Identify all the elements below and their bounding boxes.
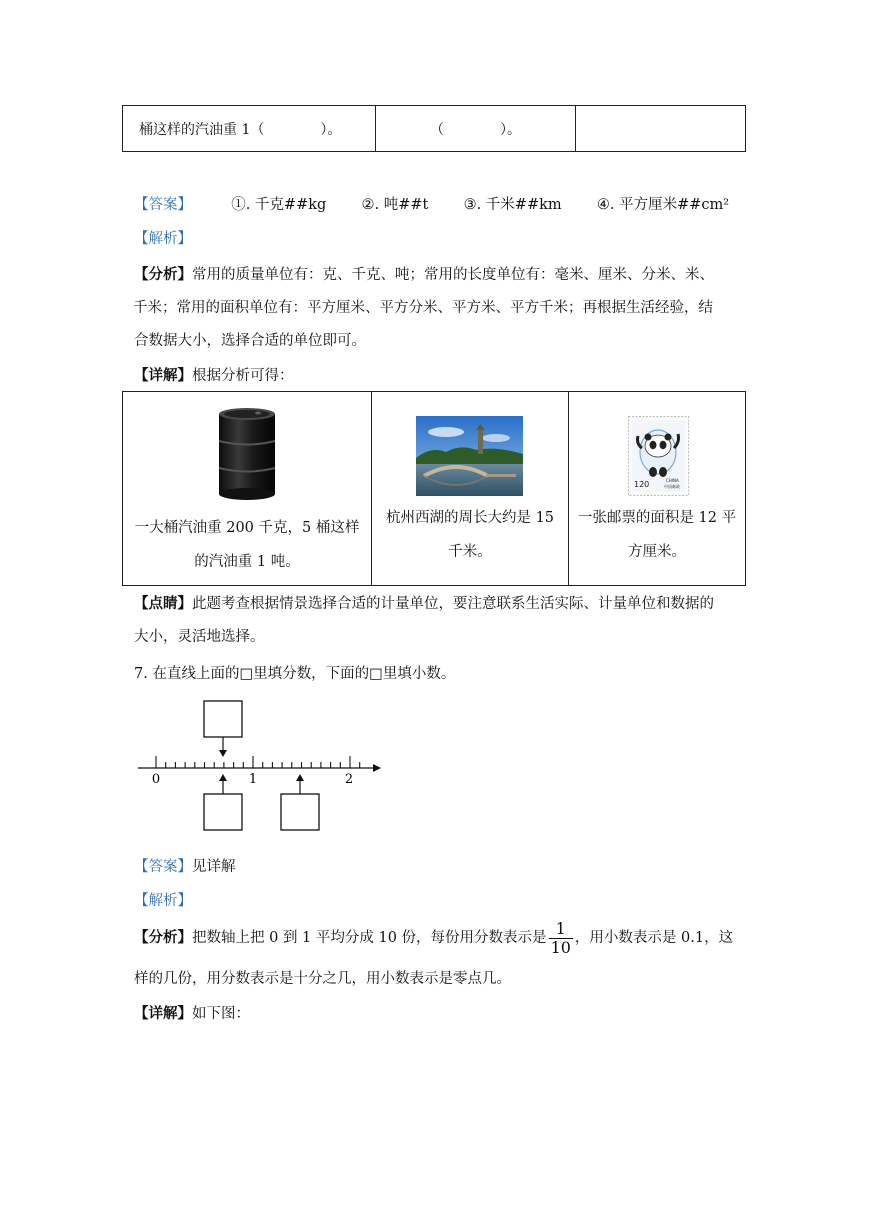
table-cell-stamp: [569, 392, 746, 586]
answer-text: 见详解: [192, 859, 236, 875]
fraction-denominator: 10: [550, 937, 571, 957]
table-cell: [576, 106, 746, 152]
table-cell-oil: [123, 392, 372, 586]
detail-text: 如下图：: [192, 1006, 250, 1022]
units-table-top: [122, 105, 746, 152]
fraction-answer-box[interactable]: [204, 701, 242, 737]
tick-label-0: 0: [151, 772, 161, 787]
number-line-diagram: [130, 695, 390, 840]
fraction-one-tenth: [549, 920, 573, 957]
detail-line: [134, 364, 294, 385]
table-cell: [376, 106, 576, 152]
west-lake-photo: [416, 416, 523, 496]
analysis-label: 【解析】: [134, 231, 192, 247]
stamp-value: 120: [634, 480, 650, 489]
analysis-label-inline: 【分析】: [134, 266, 192, 283]
answer-line-2: [134, 855, 236, 876]
analysis-label-inline: 【分析】: [134, 929, 192, 946]
tip-text: 此题考查根据情景选择合适的计量单位，要注意联系生活实际、计量单位和数据的: [192, 596, 714, 612]
detail-line-2: [134, 1002, 250, 1023]
detail-label: 【详解】: [134, 367, 192, 384]
question-7: 7. 在直线上面的□里填分数，下面的□里填小数。: [134, 666, 456, 682]
answer-item-4: ④. 平方厘米##cm²: [596, 197, 730, 213]
analysis-text: 合数据大小，选择合适的单位即可。: [134, 333, 366, 349]
arrow-up-icon: [296, 774, 304, 781]
answer-label: 【答案】: [134, 197, 192, 213]
cell-text: （ ）。: [430, 121, 521, 138]
axis-arrow-icon: [373, 764, 381, 772]
analysis-text: 把数轴上把 0 到 1 平均分成 10 份，每份用分数表示是: [192, 930, 547, 946]
stamp-country-cn: 中国邮政: [664, 484, 680, 489]
cell-line: 方厘米。: [628, 544, 686, 560]
tick-label-1: 1: [248, 772, 258, 787]
stamp-country: CHINA: [666, 478, 679, 483]
analysis-text: 常用的质量单位有：克、千克、吨；常用的长度单位有：毫米、厘米、分米、米、: [192, 267, 714, 283]
decimal-answer-box-1[interactable]: [204, 794, 242, 830]
answer-item-1: ①. 千克##kg: [231, 197, 327, 213]
number-line-ticks: [156, 756, 360, 768]
cell-line: 杭州西湖的周长大约是 15: [385, 510, 555, 526]
tip-label: 【点睛】: [134, 595, 192, 612]
tip-paragraph: [134, 587, 746, 654]
analysis-line-2a: [134, 917, 733, 959]
tip-text: 大小，灵活地选择。: [134, 629, 265, 645]
units-table-detail: [122, 391, 746, 586]
answer-line: [134, 193, 729, 214]
oil-barrel-icon: [216, 406, 278, 502]
answer-item-2: ②. 吨##t: [361, 197, 429, 213]
analysis-line-2b: 样的几份，用分数表示是十分之几，用小数表示是零点几。: [134, 971, 511, 987]
cell-text: 桶这样的汽油重 1（ ）。: [139, 121, 342, 138]
detail-text: 根据分析可得：: [192, 368, 294, 384]
tick-label-2: 2: [344, 772, 354, 787]
analysis-paragraph: [134, 258, 746, 358]
table-cell: [123, 106, 376, 152]
analysis-label: 【解析】: [134, 893, 192, 909]
analysis-text: ，用小数表示是 0.1，这: [574, 930, 734, 946]
cell-line: 的汽油重 1 吨。: [194, 554, 300, 570]
arrow-down-icon: [219, 750, 227, 757]
cell-line: 一大桶汽油重 200 千克，5 桶这样: [134, 520, 360, 536]
table-cell-westlake: [372, 392, 569, 586]
cell-line: 千米。: [448, 544, 492, 560]
answer-label: 【答案】: [134, 859, 192, 875]
decimal-answer-box-2[interactable]: [281, 794, 319, 830]
cell-line: 一张邮票的面积是 12 平: [577, 510, 737, 526]
fraction-numerator: 1: [549, 920, 573, 939]
arrow-up-icon: [219, 774, 227, 781]
analysis-text: 千米；常用的面积单位有：平方厘米、平方分米、平方米、平方千米；再根据生活经验，结: [133, 300, 713, 316]
stamp-image: [628, 416, 689, 496]
answer-item-3: ③. 千米##km: [463, 197, 562, 213]
detail-label: 【详解】: [134, 1005, 192, 1022]
